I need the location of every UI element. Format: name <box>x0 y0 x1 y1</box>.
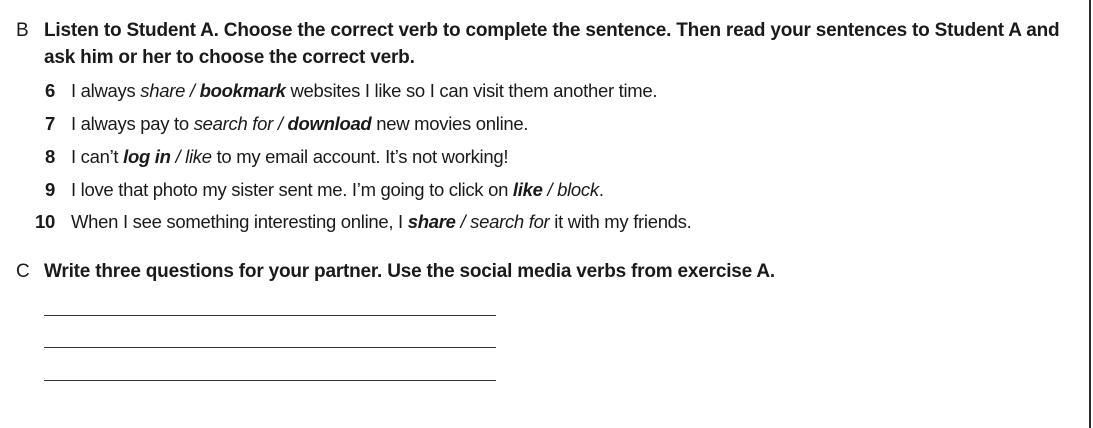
item-number: 8 <box>45 146 55 167</box>
item-number: 9 <box>45 179 55 200</box>
sentence-start: I always pay to <box>71 113 194 134</box>
section-b-instruction: Listen to Student A. Choose the correct verb to complete the sentence. Then read your sentences to Student A and ask him or her to choose the correct verb. <box>44 20 1060 68</box>
option-two: block <box>557 179 599 200</box>
item-sentence <box>71 112 528 136</box>
option-separator: / <box>542 179 558 200</box>
sentence-end: websites I like so I can visit them another time. <box>285 80 658 101</box>
page-edge-divider <box>1089 0 1091 428</box>
option-separator: / <box>272 113 288 134</box>
option-one: log in <box>123 146 171 167</box>
option-separator: / <box>455 211 471 232</box>
item-sentence <box>71 79 657 103</box>
answer-line-1[interactable] <box>44 315 496 316</box>
option-two: bookmark <box>199 80 286 101</box>
option-one: share <box>407 211 456 232</box>
sentence-start: I always <box>71 80 141 101</box>
option-two: search for <box>470 211 550 232</box>
section-c-instruction: Write three questions for your partner. Use the social media verbs from exercise A. <box>44 261 775 282</box>
option-one: share <box>140 80 186 101</box>
item-number: 7 <box>45 113 55 134</box>
sentence-end: to my email account. It’s not working! <box>211 146 509 167</box>
item-number: 10 <box>35 211 55 232</box>
answer-line-3[interactable] <box>44 380 496 381</box>
option-two: like <box>185 146 212 167</box>
option-separator: / <box>170 146 186 167</box>
section-b-letter: B <box>16 20 29 41</box>
option-one: like <box>512 179 543 200</box>
sentence-start: I love that photo my sister sent me. I’m going to click on <box>71 179 513 200</box>
sentence-start: When I see something interesting online, I <box>71 211 408 232</box>
section-c-letter: C <box>16 261 30 282</box>
item-number: 6 <box>45 80 55 101</box>
sentence-end: it with my friends. <box>549 211 692 232</box>
answer-line-2[interactable] <box>44 347 496 348</box>
option-separator: / <box>185 80 200 101</box>
sentence-end: new movies online. <box>371 113 529 134</box>
option-one: search for <box>193 113 273 134</box>
option-two: download <box>287 113 372 134</box>
item-sentence <box>71 178 604 202</box>
sentence-end: . <box>598 179 604 200</box>
item-sentence <box>71 210 691 234</box>
item-sentence <box>71 145 508 169</box>
sentence-start: I can’t <box>71 146 124 167</box>
